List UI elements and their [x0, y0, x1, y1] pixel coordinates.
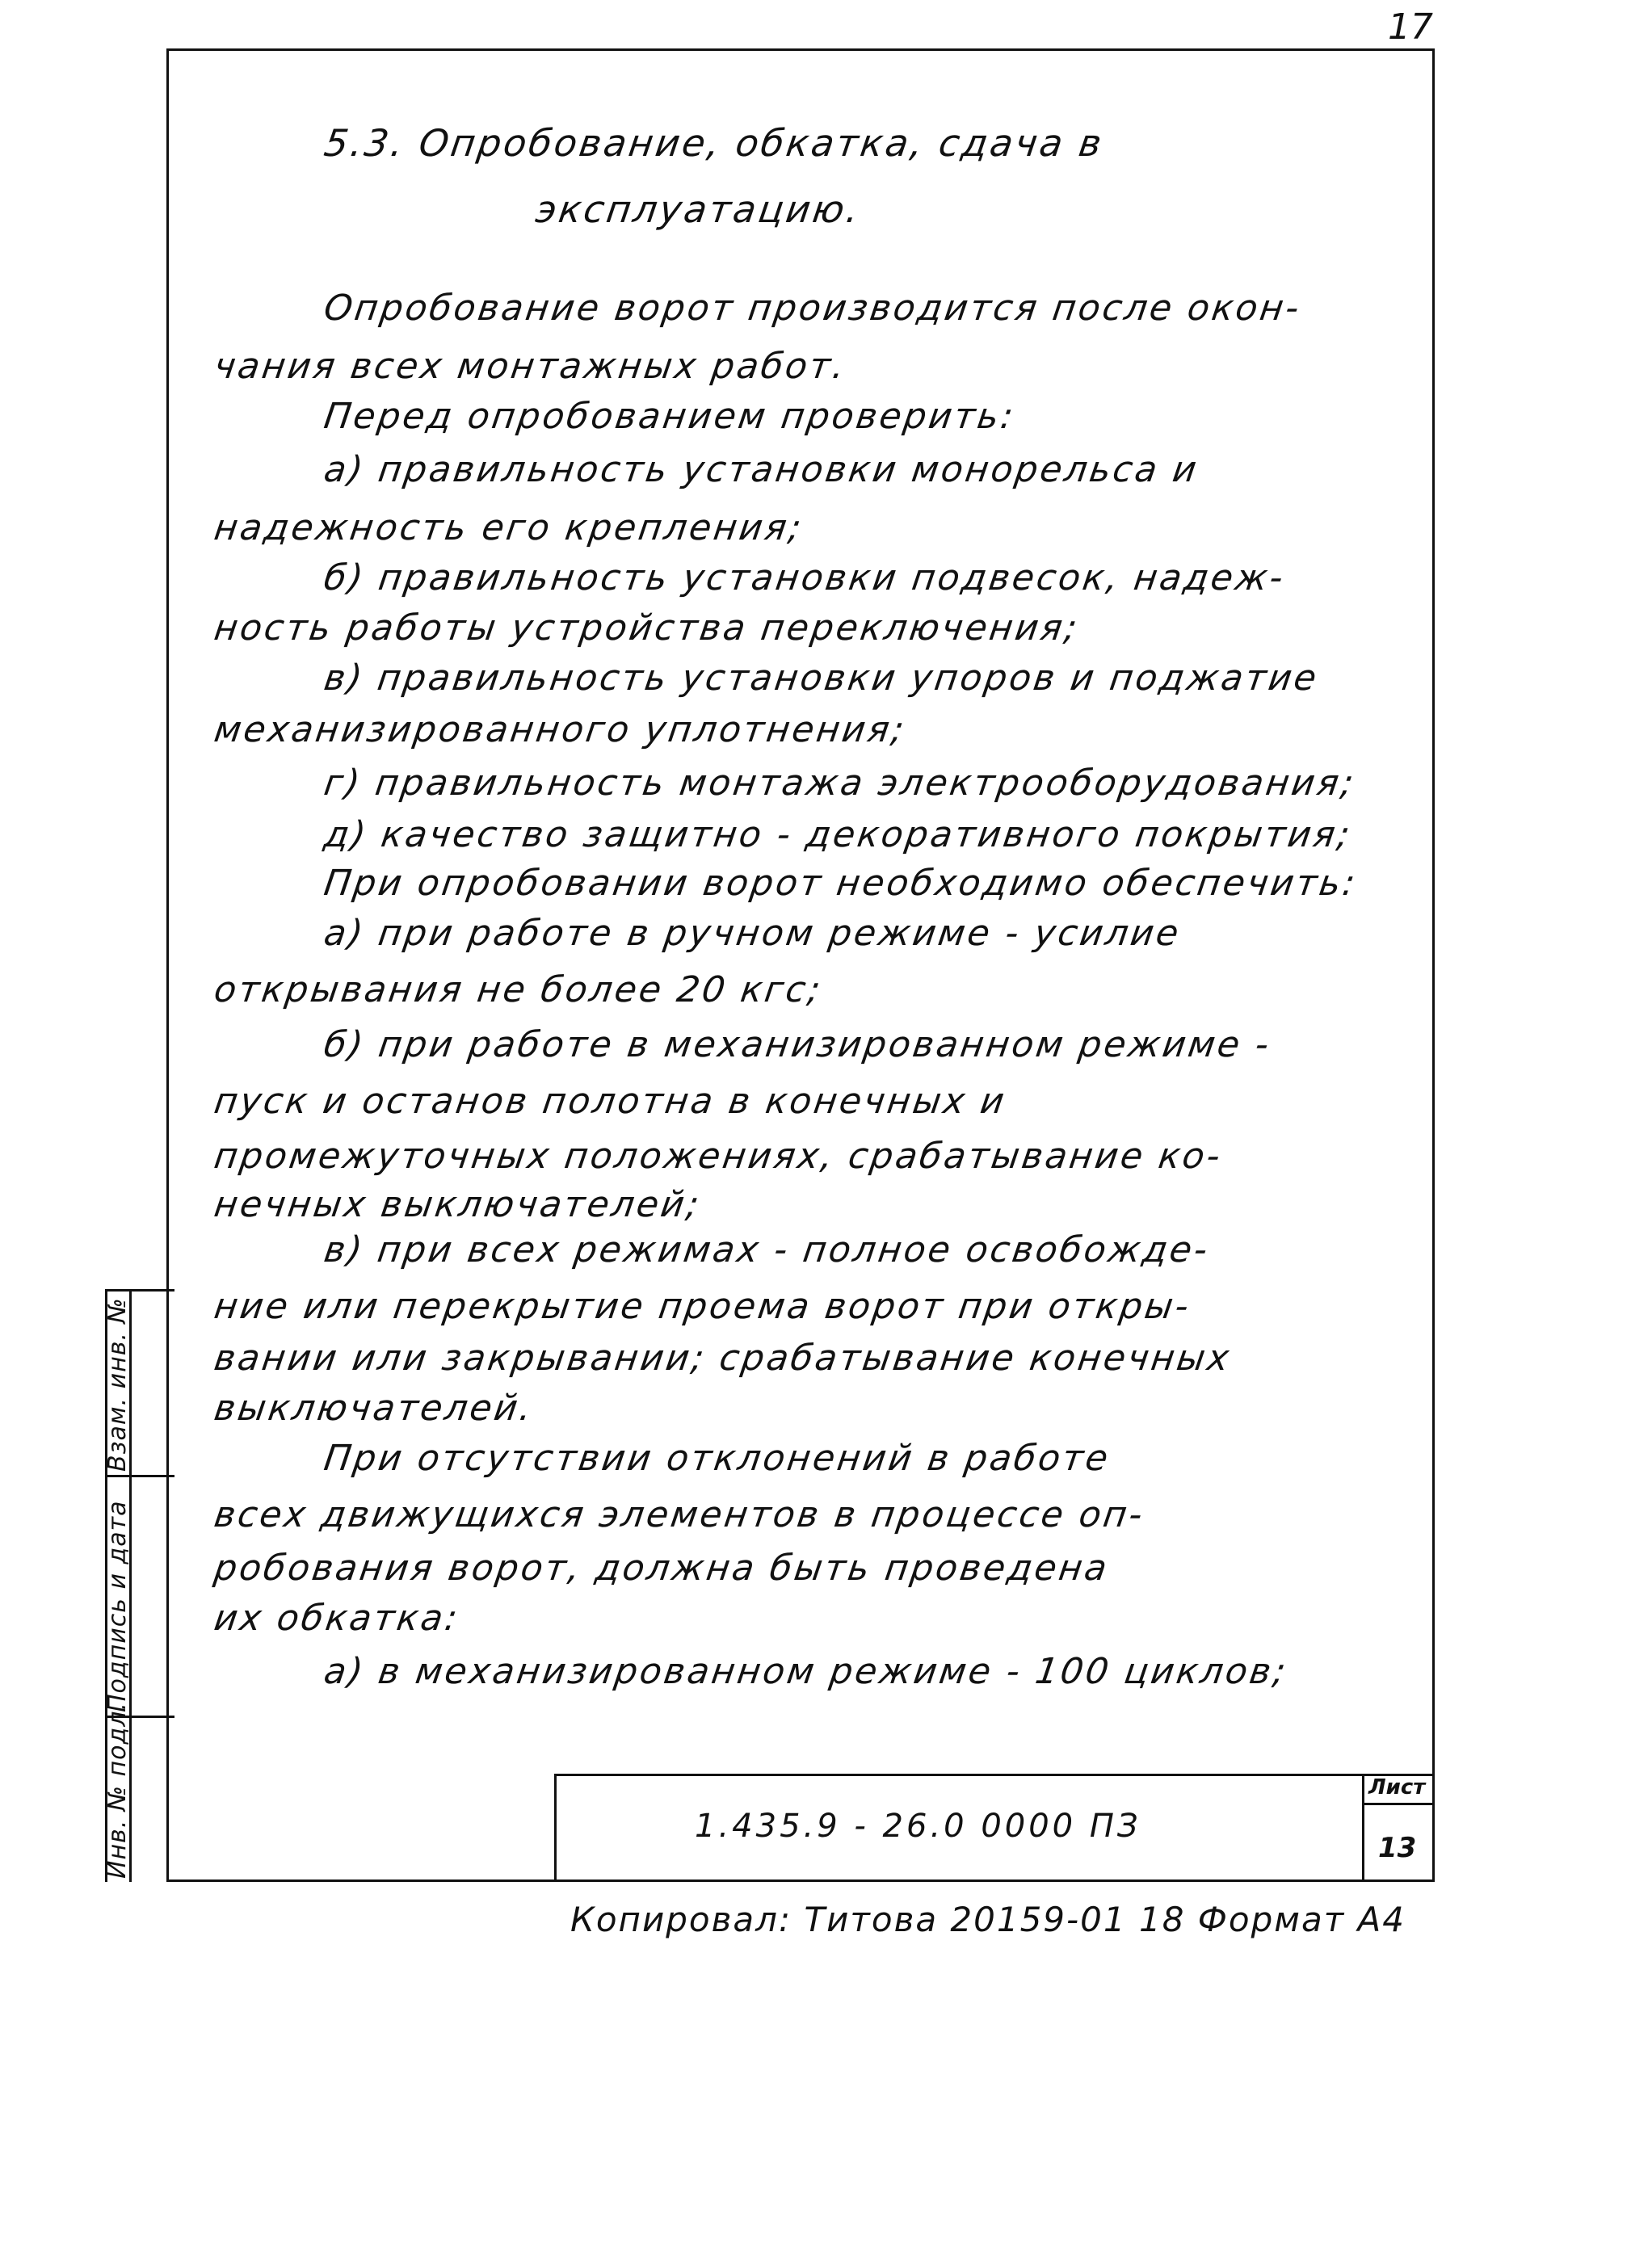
body-line: г) правильность монтажа электрооборудования; — [322, 762, 1359, 804]
body-line: надежность его крепления; — [212, 507, 806, 548]
side-strip-row-line — [105, 1475, 174, 1477]
footer-copy-note: Копировал: Титова 20159-01 18 Формат А4 — [570, 1900, 1406, 1939]
body-line: б) при работе в механизированном режиме - — [322, 1024, 1274, 1065]
body-line: вании или закрывании; срабатывание конечных — [212, 1338, 1234, 1379]
body-line: а) при работе в ручном режиме - усилие — [322, 913, 1183, 954]
body-line: При опробовании ворот необходимо обеспечить: — [322, 863, 1360, 904]
body-line: Перед опробованием проверить: — [322, 396, 1019, 437]
section-heading-line2: эксплуатацию. — [533, 187, 864, 231]
sheet-label: Лист — [1368, 1775, 1426, 1800]
document-code: 1.435.9 - 26.0 0000 ПЗ — [695, 1808, 1141, 1845]
body-line: б) правильность установки подвесок, надеж- — [322, 557, 1288, 598]
body-line: ние или перекрытие проема ворот при откры- — [212, 1286, 1194, 1327]
body-line: чания всех монтажных работ. — [212, 346, 850, 387]
body-line: их обкатка: — [212, 1598, 463, 1639]
sheet-number: 13 — [1378, 1832, 1417, 1864]
body-line: а) правильность установки монорельса и — [322, 449, 1202, 490]
replace-inv-label: Взам. инв. № — [103, 1297, 132, 1472]
body-line: в) правильность установки упоров и поджатие — [322, 657, 1322, 699]
body-line: При отсутствии отклонений в работе — [322, 1438, 1113, 1479]
body-line: робования ворот, должна быть проведена — [212, 1548, 1112, 1589]
body-line: выключателей. — [212, 1388, 537, 1429]
body-line: всех движущихся элементов в процессе оп- — [212, 1494, 1148, 1535]
title-block-sheet-divider — [1362, 1774, 1364, 1882]
body-line: механизированного уплотнения; — [212, 709, 909, 750]
body-line: пуск и останов полотна в конечных и — [212, 1081, 1010, 1122]
body-line: промежуточных положениях, срабатывание ко- — [212, 1136, 1225, 1177]
title-block-sheet-hline — [1362, 1803, 1435, 1805]
section-heading-line1: 5.3. Опробование, обкатка, сдача в — [322, 121, 1107, 165]
body-line: д) качество защитно - декоративного покрытия; — [322, 814, 1355, 855]
body-line: ность работы устройства переключения; — [212, 607, 1082, 649]
body-line: Опробование ворот производится после окон- — [322, 288, 1304, 329]
sign-date-label: Подпись и дата — [103, 1500, 132, 1712]
page-number: 17 — [1388, 6, 1433, 48]
inv-orig-label: Инв. № подл. — [103, 1702, 132, 1879]
body-line: а) в механизированном режиме - 100 циклов; — [322, 1651, 1291, 1692]
body-line: открывания не более 20 кгс; — [212, 969, 826, 1010]
body-line: нечных выключателей; — [212, 1184, 704, 1225]
body-line: в) при всех режимах - полное освобожде- — [322, 1229, 1213, 1270]
